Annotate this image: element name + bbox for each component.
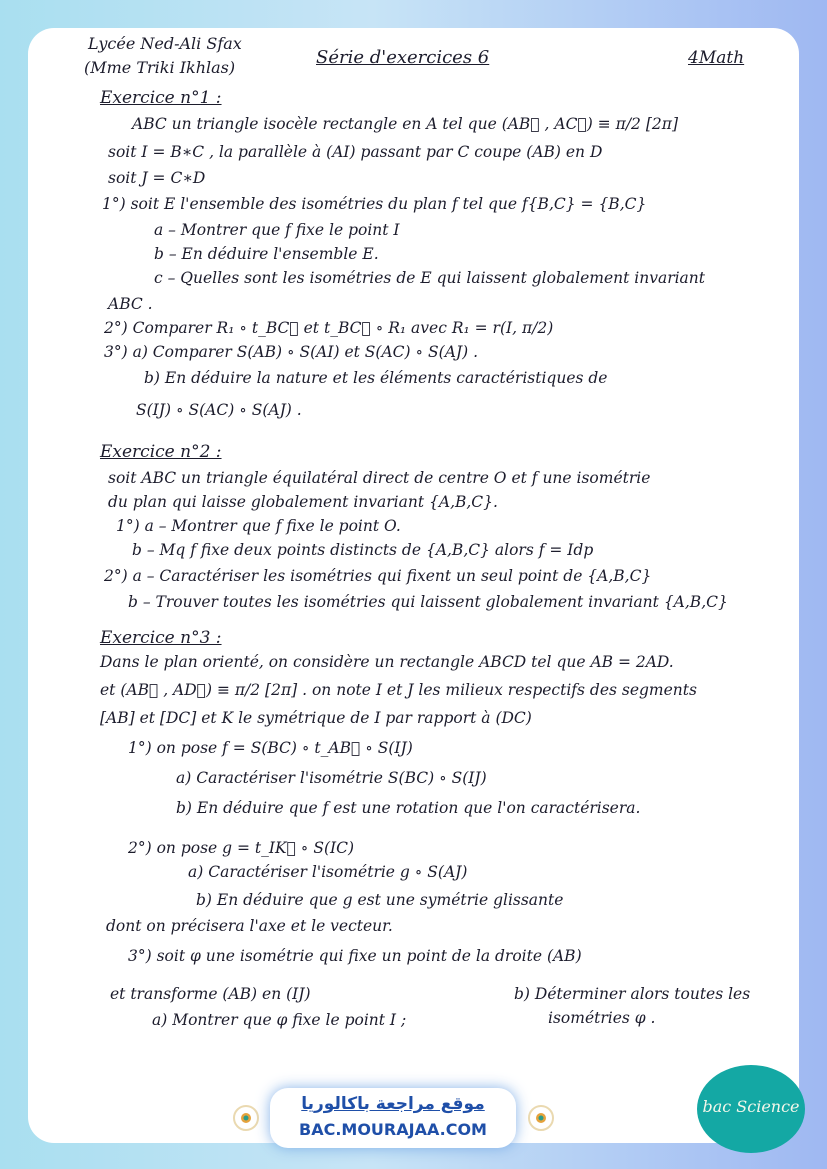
ex1-line: ABC un triangle isocèle rectangle en A tel que (AB⃗ , AC⃗) ≡ π/2 [2π]: [132, 115, 678, 133]
site-name-arabic[interactable]: موقع مراجعة باكالوريا: [301, 1094, 485, 1114]
site-url-link[interactable]: BAC.MOURAJAA.COM: [299, 1120, 487, 1139]
site-badge[interactable]: [270, 1088, 516, 1148]
ex1-line: ABC .: [108, 295, 153, 313]
class-label: 4Math: [688, 48, 745, 68]
ex2-line: b – Mq f fixe deux points distincts de {A,B,C} alors f = Idp: [132, 541, 594, 559]
ex3-line: dont on précisera l'axe et le vecteur.: [106, 917, 393, 935]
ex1-question-2: 2°) Comparer R₁ ∘ t_BC⃗ et t_BC⃗ ∘ R₁ avec R₁ = r(I, π/2): [104, 319, 554, 337]
exercise-3-title: Exercice n°3 :: [100, 628, 222, 648]
ex3-line: b) En déduire que g est une symétrie glissante: [196, 891, 564, 909]
ex1-question-3: 3°) a) Comparer S(AB) ∘ S(AI) et S(AC) ∘ S(AJ) .: [104, 343, 478, 361]
ex3-question-1: 1°) on pose f = S(BC) ∘ t_AB⃗ ∘ S(IJ): [128, 739, 413, 757]
ex2-question-2: 2°) a – Caractériser les isométries qui fixent un seul point de {A,B,C}: [104, 567, 652, 585]
ex3-line: et (AB⃗ , AD⃗) ≡ π/2 [2π] . on note I et J les milieux respectifs des segments: [100, 681, 697, 699]
ex1-line: soit J = C∗D: [108, 169, 206, 187]
right-seal-icon: [528, 1105, 554, 1131]
school-name: Lycée Ned-Ali Sfax: [88, 34, 242, 53]
ex3-line: [AB] et [DC] et K le symétrique de I par rapport à (DC): [100, 709, 532, 727]
ex1-line: b) En déduire la nature et les éléments caractéristiques de: [144, 369, 608, 387]
ex3-line: Dans le plan orienté, on considère un rectangle ABCD tel que AB = 2AD.: [100, 653, 674, 671]
ex1-line: c – Quelles sont les isométries de E qui laissent globalement invariant: [154, 269, 706, 287]
ex1-line: b – En déduire l'ensemble E.: [154, 245, 379, 263]
ex2-line: b – Trouver toutes les isométries qui laissent globalement invariant {A,B,C}: [128, 593, 728, 611]
ex3-question-3: 3°) soit φ une isométrie qui fixe un point de la droite (AB): [128, 947, 582, 965]
ex2-question-1: 1°) a – Montrer que f fixe le point O.: [116, 517, 401, 535]
ex3-line: et transforme (AB) en (IJ): [110, 985, 311, 1003]
ex3-line: a) Caractériser l'isométrie S(BC) ∘ S(IJ): [176, 769, 487, 787]
teacher-name: (Mme Triki Ikhlas): [84, 58, 236, 77]
exercise-1-title: Exercice n°1 :: [100, 88, 222, 108]
ex1-line: S(IJ) ∘ S(AC) ∘ S(AJ) .: [136, 401, 302, 419]
ex2-line: du plan qui laisse globalement invariant {A,B,C}.: [108, 493, 498, 511]
series-title: Série d'exercices 6: [316, 47, 490, 68]
exercise-sheet: [28, 28, 799, 1143]
ex1-question-1: 1°) soit E l'ensemble des isométries du plan f tel que f{B,C} = {B,C}: [102, 195, 647, 213]
exercise-2-title: Exercice n°2 :: [100, 442, 222, 462]
ex3-question-2: 2°) on pose g = t_IK⃗ ∘ S(IC): [128, 839, 355, 857]
ex1-line: a – Montrer que f fixe le point I: [154, 221, 400, 239]
ex3-line: b) En déduire que f est une rotation que l'on caractérisera.: [176, 799, 641, 817]
bac-science-logo: [697, 1065, 805, 1153]
ex3-line: isométries φ .: [548, 1009, 656, 1027]
left-seal-icon: [233, 1105, 259, 1131]
ex1-line: soit I = B∗C , la parallèle à (AI) passant par C coupe (AB) en D: [108, 143, 603, 161]
ex3-line: a) Montrer que φ fixe le point I ;: [152, 1011, 407, 1029]
logo-text: bac Science: [702, 1097, 800, 1116]
ex3-line: b) Déterminer alors toutes les: [514, 985, 751, 1003]
ex2-line: soit ABC un triangle équilatéral direct de centre O et f une isométrie: [108, 469, 651, 487]
ex3-line: a) Caractériser l'isométrie g ∘ S(AJ): [188, 863, 468, 881]
